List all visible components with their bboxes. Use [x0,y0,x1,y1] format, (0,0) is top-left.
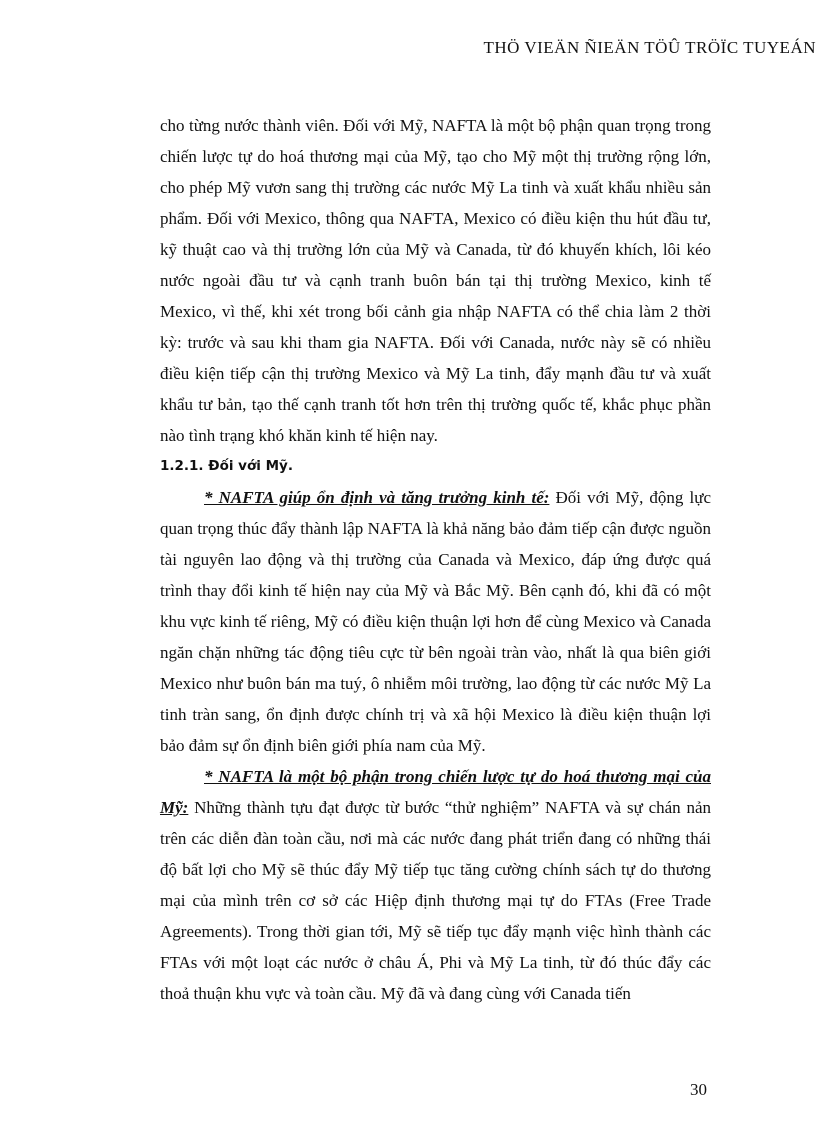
subheading-stability: * NAFTA giúp ổn định và tăng trưởng kinh tế: [204,488,550,507]
paragraph-intro: cho từng nước thành viên. Đối với Mỹ, NAFTA là một bộ phận quan trọng trong chiến lược tự do hoá thương mại của Mỹ, tạo cho Mỹ một thị trường rộng lớn, cho phép Mỹ vươn sang thị trường các nước Mỹ La tinh và xuất khẩu nhiều sản phẩm. Đối với Mexico, thông qua NAFTA, Mexico có điều kiện thu hút đầu tư, kỹ thuật cao và thị trường lớn của Mỹ và Canada, từ đó khuyến khích, lôi kéo nước ngoài đầu tư và cạnh tranh buôn bán tại thị trường Mexico, kinh tế Mexico, vì thế, khi xét trong bối cảnh gia nhập NAFTA có thể chia làm 2 thời kỳ: trước và sau khi tham gia NAFTA. Đối với Canada, nước này sẽ có nhiều điều kiện tiếp cận thị trường Mexico và Mỹ La tinh, đẩy mạnh đầu tư và xuất khẩu tư bản, tạo thế cạnh tranh tốt hơn trên thị trường quốc tế, khắc phục phần nào tình trạng khó khăn kinh tế hiện nay. [160,116,711,445]
page-number: 30 [690,1080,707,1099]
paragraph-strategy [160,761,711,1009]
paragraph-stability [160,482,711,761]
paragraph-stability-text: Đối với Mỹ, động lực quan trọng thúc đẩy thành lập NAFTA là khả năng bảo đảm tiếp cận được nguồn tài nguyên lao động và thị trường của Canada và Mexico, đáp ứng được quá trình thay đổi kinh tế hiện nay của Mỹ và Bắc Mỹ. Bên cạnh đó, khi đã có một khu vực kinh tế riêng, Mỹ có điều kiện thuận lợi hơn để cùng Mexico và Canada ngăn chặn những tác động tiêu cực từ bên ngoài tràn vào, nhất là qua biên giới Mexico như buôn bán ma tuý, ô nhiễm môi trường, lao động từ các nước Mỹ La tinh tràn sang, ổn định được chính trị và xã hội Mexico là điều kiện thuận lợi bảo đảm sự ổn định biên giới phía nam của Mỹ. [160,488,712,755]
section-heading: 1.2.1. Đối với Mỹ. [160,458,293,474]
subheading-strategy: * NAFTA là một bộ phận trong chiến lược tự do hoá thương mại của Mỹ: [160,767,711,817]
paragraph-strategy-text: Những thành tựu đạt được từ bước “thử nghiệm” NAFTA và sự chán nản trên các diễn đàn toàn cầu, nơi mà các nước đang phát triển đang có những thái độ bất lợi cho Mỹ sẽ thúc đẩy Mỹ tiếp tục tăng cường chính sách tự do thương mại của mình trên cơ sở các Hiệp định thương mại tự do FTAs (Free Trade Agreements). Trong thời gian tới, Mỹ sẽ tiếp tục đẩy mạnh việc hình thành các FTAs với một loạt các nước ở châu Á, Phi và Mỹ La tinh, từ đó thúc đẩy các thoả thuận khu vực và toàn cầu. Mỹ đã và đang cùng với Canada tiến [160,798,711,1003]
page-header: THÖ VIEÄN ÑIEÄN TÖÛ TRÖÏC TUYEÁN [483,38,816,57]
body-text [160,110,711,1009]
